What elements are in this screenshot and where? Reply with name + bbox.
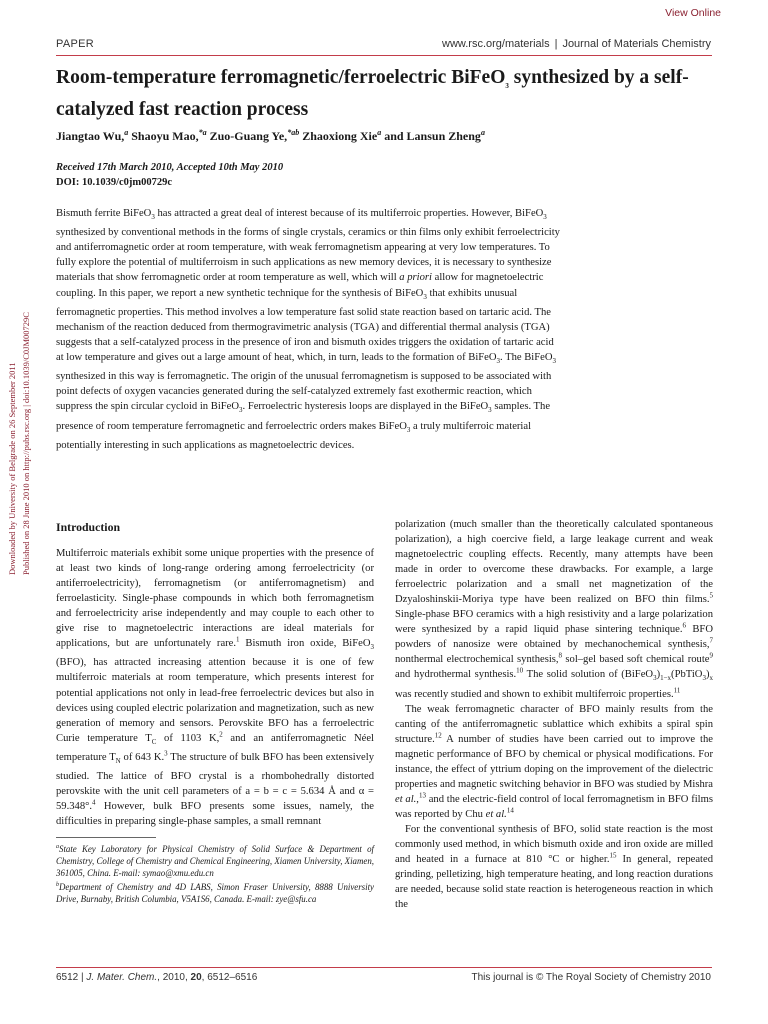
- author-affiliation: *ab: [287, 128, 300, 137]
- publication-notice[interactable]: Published on 28 June 2010 on http://pubs.rsc.org | doi:10.1039/C0JM00729C: [21, 312, 31, 575]
- download-notice[interactable]: Downloaded by University of Belgrade on 26 September 2011: [7, 362, 17, 575]
- author-name: Shaoyu Mao,: [131, 129, 199, 143]
- received-dates: Received 17th March 2010, Accepted 10th May 2010: [56, 162, 284, 173]
- author-name: Zuo-Guang Ye,: [209, 129, 288, 143]
- title-subscript: 3: [505, 81, 509, 90]
- section-heading-introduction: Introduction: [56, 520, 121, 534]
- header-rule: [56, 55, 712, 56]
- body-paragraph: For the conventional synthesis of BFO, solid state reaction is the most commonly used method, in which bismuth oxide and iron oxide are milled and heated in a furnace at 810 °C or higher.$^{15}$ In general, repeated grinding, pelletizing, high temperature heating, and long reaction durations are needed, because solid state reaction is heterogeneous reaction in which the: [395, 824, 714, 911]
- abstract: [56, 206, 561, 453]
- footnote: $^a$State Key Laboratory for Physical Chemistry of Solid Surface & Department of Chemistry, College of Chemistry and Chemical Engineering, Xiamen University, Xiamen, 361005, China. E-mail: symao@xmu.edu.cn: [56, 843, 374, 878]
- author-name: Zhaoxiong Xie: [302, 129, 378, 143]
- header-separator: |: [554, 38, 558, 50]
- view-online-link[interactable]: View Online: [665, 7, 721, 19]
- site-url[interactable]: www.rsc.org/materials: [442, 38, 550, 50]
- affiliation-footnotes: [56, 842, 374, 907]
- abstract-paragraph: Bismuth ferrite BiFeO$_3$ has attracted a great deal of interest because of its multiferroic properties. However, BiFeO$_3$ synthesized by conventional methods in the forms of single crystals, ceramics or thin films only exhibit ferroelectricity and antiferromagnetic order at room temperature, with weak ferromagnetism appearing at very low temperatures. To fully explore the potential of multiferroism in such applications as new memory devices, it is necessary to synthesize materials that show ferromagnetic order at room temperature as well, which will a priori allow for magnetoelectric coupling. In this paper, we report a new synthetic technique for the synthesis of BiFeO$_3$ that exhibits unusual ferromagnetic properties. This method involves a low temperature fast solid state reaction based on tartaric acid. The mechanism of the reaction deduced from thermogravimetric analysis (TGA) and differential thermal analysis (TGA) suggests that a self-catalyzed process in the presence of iron and bismuth oxides triggers the oxidation of tartaric acid at low temperature and gives out a large amount of heat, which, in turn, leads to the formation of BiFeO$_3$. The BiFeO$_3$ synthesized in this way is ferromagnetic. The origin of the unusual ferromagnetism is supposed to be associated with point defects of oxygen vacancies generated during the self-catalyzed extremely fast exothermic reaction, which suppress the spin circular cycloid in BiFeO$_3$. Ferroelectric hysteresis loops are displayed in the BiFeO$_3$ samples. The presence of room temperature ferromagnetic and ferroelectric orders makes BiFeO$_3$ a truly multiferroic material potentially interesting in such applications as magnetoelectric devices.: [56, 208, 560, 451]
- author-name: and Lansun Zheng: [384, 129, 481, 143]
- body-column-right: [395, 517, 713, 912]
- paper-title: [56, 66, 716, 121]
- body-paragraph: Multiferroic materials exhibit some unique properties with the presence of at least two kinds of long-range ordering among ferroelectricity (or antiferroelectricity), ferromagnetism (or antiferromagnetism) and ferroelasticity. Single-phase compounds in which both ferromagnetism and ferroelectricity arise independently and may couple to each other to give rise to magnetoelectric interactions are ideal materials for applications, but are unfortunately rare.$^1$ Bismuth iron oxide, BiFeO$_3$ (BFO), has attracted increasing attention because it is one of few multiferroic materials at room temperature, which presents interest for potential applications not only in lead-free ferroelectric devices but also in devices using coupled electric polarization and magnetization, such as new generation of memory and sensors. Perovskite BFO has a ferroelectric Curie temperature $T_C$ of 1103 K,$^2$ and an antiferromagnetic Néel temperature $T_N$ of 643 K.$^3$ The structure of bulk BFO has been extensively studied. The lattice of BFO crystal is a rhombohedrally distorted perovskite with the unit cell parameters of a = b = c = 5.634 Å and α = 59.348°.$^4$ However, bulk BFO presents some issues, namely, the difficulties in preparing single-phase samples, a small remnant: [56, 548, 374, 828]
- footnote: $^b$Department of Chemistry and 4D LABS, Simon Fraser University, 8888 University Drive, Burnaby, British Columbia, V5A1S6, Canada. E-mail: zye@sfu.ca: [56, 882, 374, 905]
- author-affiliation: *a: [198, 128, 207, 137]
- author-affiliation: a: [480, 128, 485, 137]
- doi[interactable]: DOI: 10.1039/c0jm00729c: [56, 177, 173, 188]
- citation-footer: 6512 | J. Mater. Chem., 2010, 20, 6512–6516: [56, 972, 258, 983]
- body-paragraph: The weak ferromagnetic character of BFO mainly results from the canting of the antiferromagnetic sublattice which exhibits a spiral spin structure.$^{12}$ A number of studies have been carried out to improve the magnetic performance of BFO by chemical or physical modifications. For instance, the effect of yttrium doping on the improvement of the dielectric properties and magnetic switching behavior in BFO was studied by Mishra et al.,$^{13}$ and the electric-field control of local ferromagnetism in BFO films was reported by Chu et al.$^{14}$: [395, 703, 713, 820]
- download-watermark: [0, 275, 40, 575]
- copyright-footer: This journal is © The Royal Society of Chemistry 2010: [471, 972, 711, 983]
- journal-name: Journal of Materials Chemistry: [562, 38, 711, 50]
- author-affiliation: a: [124, 128, 129, 137]
- footnote-divider: [56, 837, 156, 838]
- footer-rule: [56, 967, 712, 968]
- title-text-pre: Room-temperature ferromagnetic/ferroelectric BiFeO: [56, 67, 506, 88]
- body-column-left: [56, 546, 374, 829]
- body-paragraph: polarization (much smaller than the theoretically calculated spontaneous polarization), a high coercive field, a large leakage current and weak magnetoelectric coupling effects. Recently, many attempts have been made in order to overcome these drawbacks. For example, a large ferroelectric polarization and a small net magnetization of the Dzyaloshinskii-Moriya type have been realized on BFO thin films.$^5$ Single-phase BFO ceramics with a high resistivity and a large polarization were synthesized by a rapid liquid phase sintering technique.$^6$ BFO powders of nanosize were obtained by mechanochemical synthesis,$^7$ nonthermal electrochemical synthesis,$^8$ sol–gel based soft chemical route$^9$ and hydrothermal synthesis.$^{10}$ The solid solution of $(BiFeO_3)_{1-x}(PbTiO_3)_x$ was recently studied and shown to exhibit multiferroic properties.$^{11}$: [395, 519, 713, 700]
- author-name: Jiangtao Wu,: [56, 129, 125, 143]
- section-label: PAPER: [56, 38, 94, 50]
- journal-header: [442, 38, 711, 50]
- author-affiliation: a: [377, 128, 382, 137]
- title-text-post: synthesized by a self-catalyzed fast reaction process: [56, 67, 689, 120]
- author-list: [56, 128, 485, 144]
